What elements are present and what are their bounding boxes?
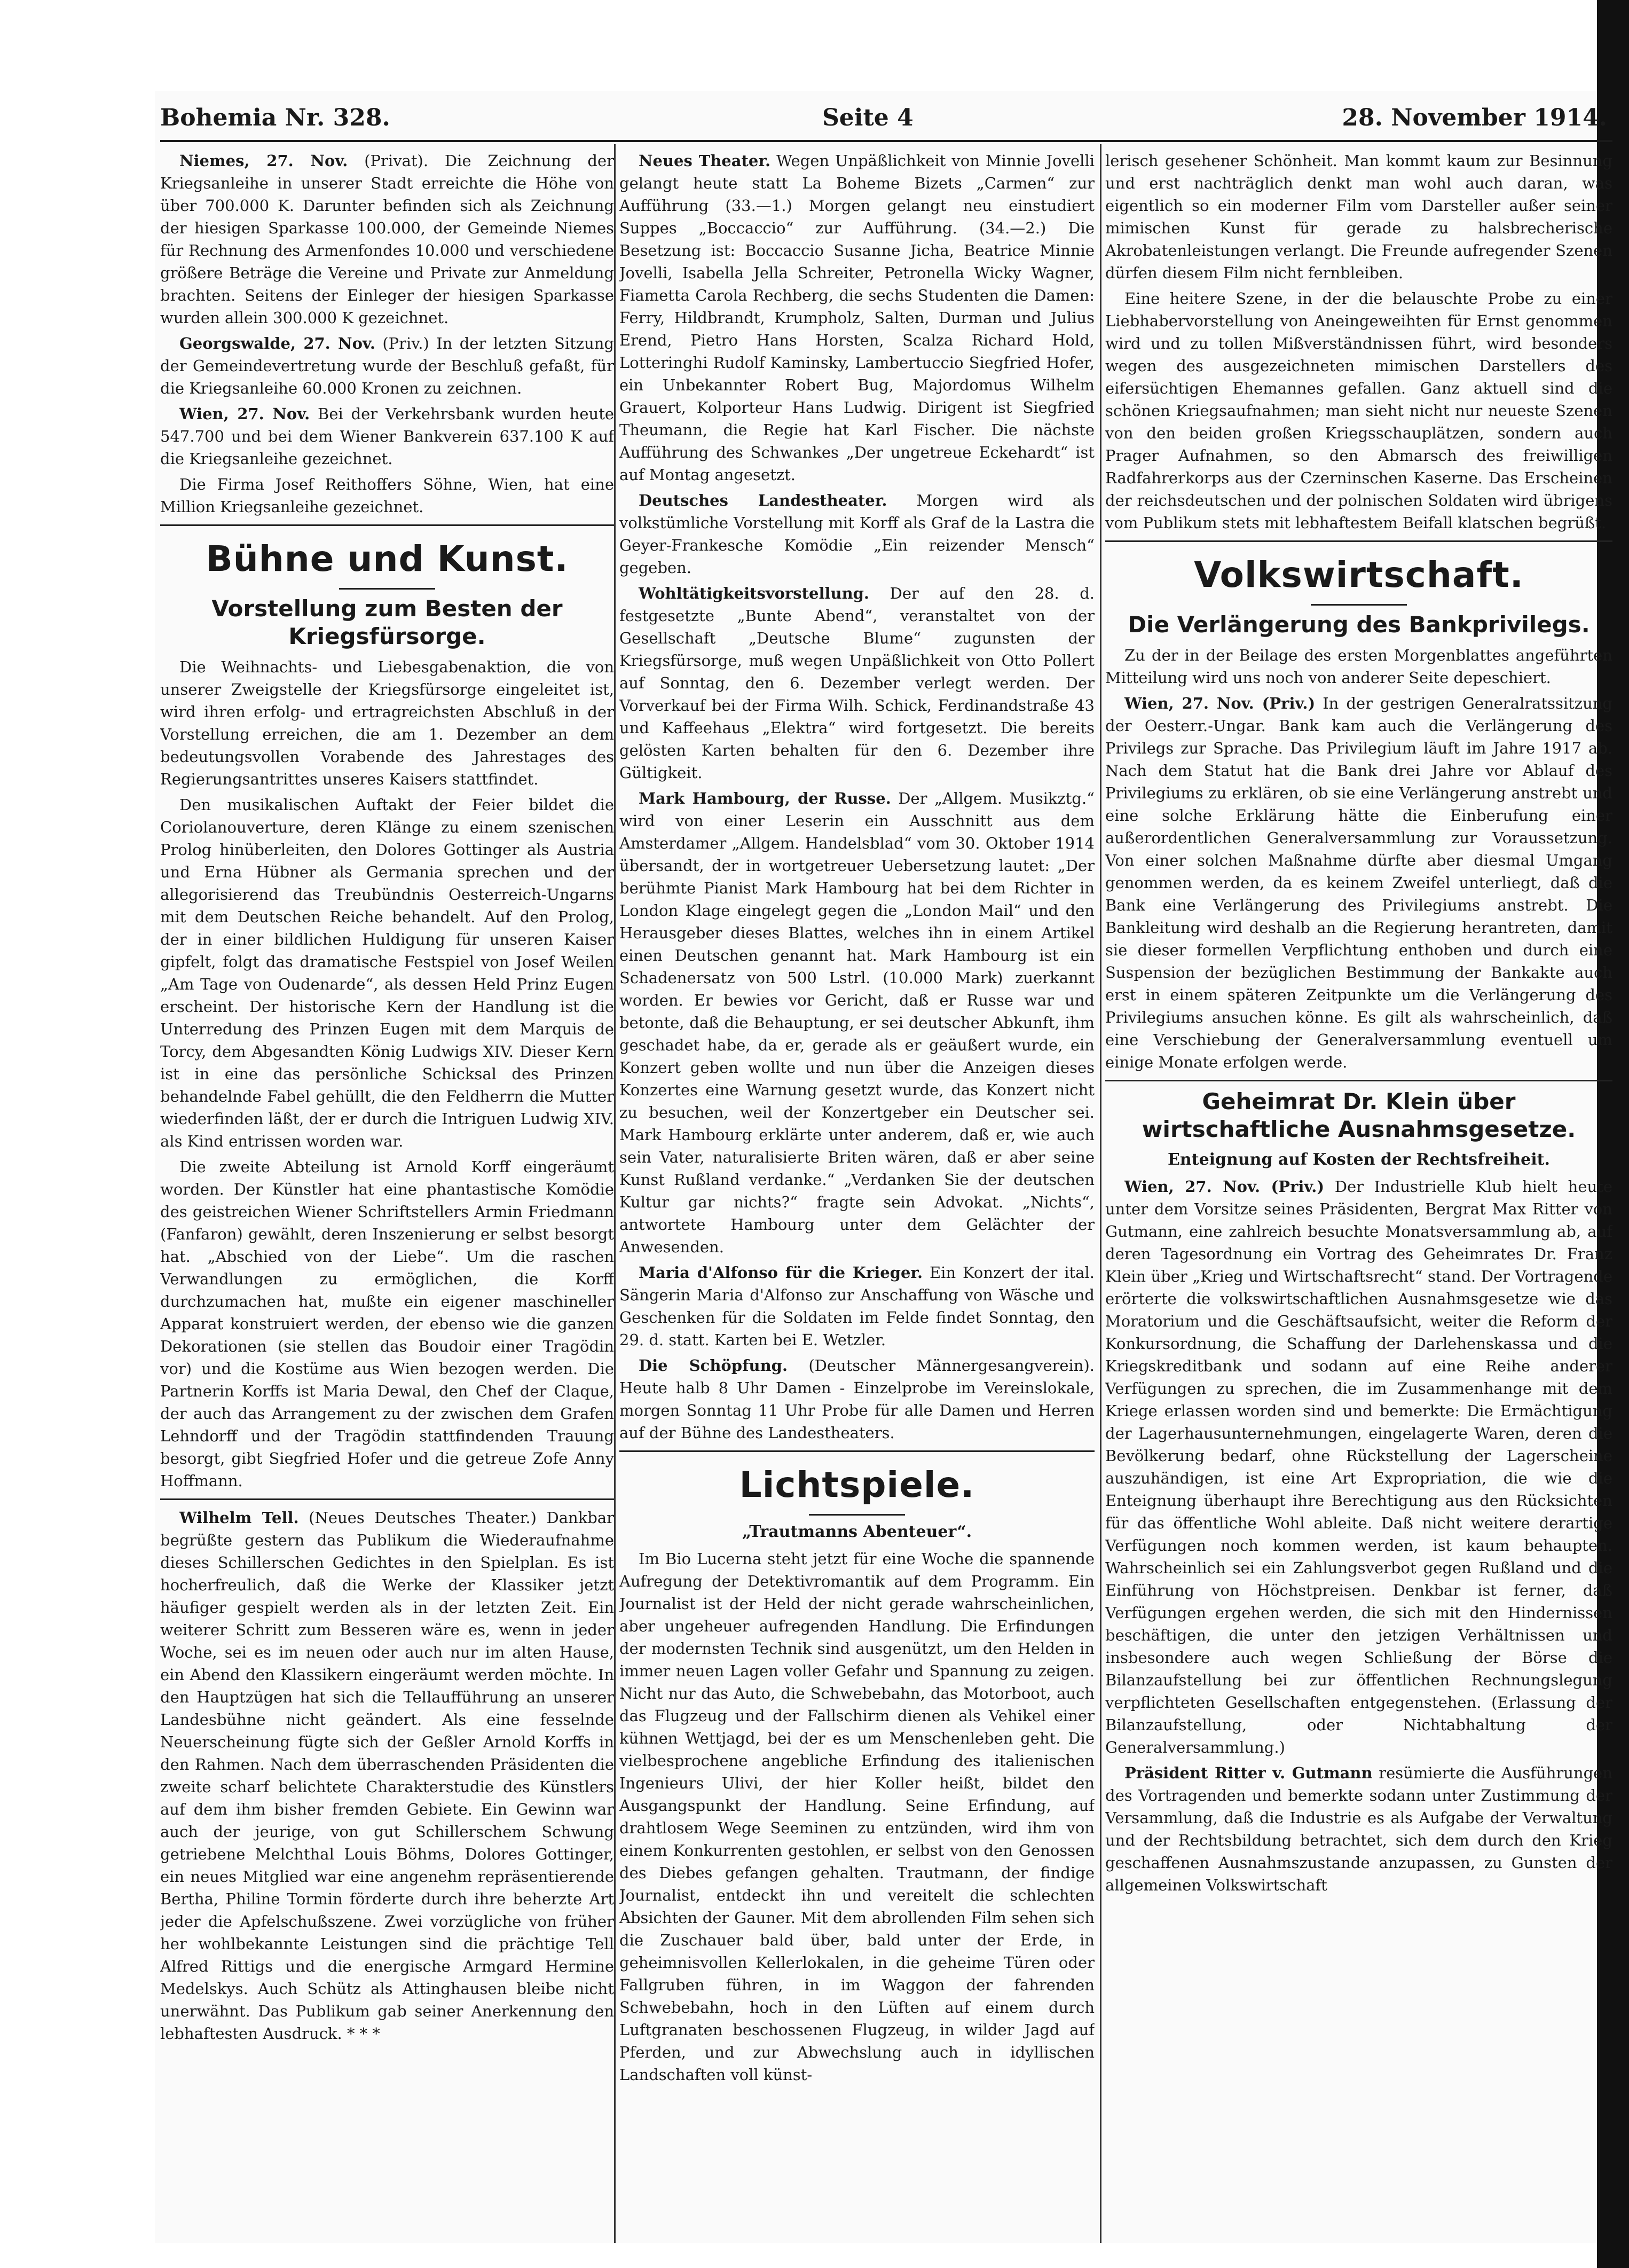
paragraph: lerisch gesehener Schönheit. Man kommt kaum zur Besinnung und erst nachträglich denkt man wohl auch daran, was eigentlich so ein moderner Film vom Darsteller außer seiner mimischen Kunst für gerade zu halsbrecherische Akrobatenleistungen verlangt. Die Freunde aufregender Szenen dürfen diesem Film nicht fernbleiben. [1105, 152, 1612, 282]
subheading-enteignung: Enteignung auf Kosten der Rechtsfreiheit. [1168, 1150, 1550, 1169]
paragraph: Zu der in der Beilage des ersten Morgenblattes angeführten Mitteilung wird uns noch von anderer Seite depeschiert. [1105, 646, 1612, 687]
title-rule [809, 1514, 905, 1516]
dateline: Georgswalde, 27. Nov. [179, 334, 375, 352]
section-title-lichtspiele: Lichtspiele. [739, 1464, 975, 1505]
headline-inline: Wilhelm Tell. [179, 1509, 299, 1527]
article-wilhelm-tell: Wilhelm Tell. (Neues Deutsches Theater.) Dankbar begrüßte gestern das Publikum die Wiederaufnahme dieses Schillerschen Gedichtes in den Spielplan. Es ist hocherfreulich, daß die Werke der Klassiker jetzt häufiger gespielt werden als in der letzten Zeit. Ein weiterer Schritt zum Besseren wäre es, wenn in jeder Woche, sei es im neuen oder auch nur im alten Hause, ein Abend den Klassikern eingeräumt werden möchte. In den Hauptzügen hat sich die Tellaufführung an unserer Landesbühne nicht geändert. Als eine fesselnde Neuerscheinung fügte sich der Geßler Arnold Korffs in den Rahmen. Nach dem überraschenden Präsidenten die zweite scharf belichtete Charakterstudie des Künstlers auf dem ihm bisher fremden Gebiete. Ein Gewinn war auch der jeurige, von gut Schillerschem Schwung getriebene Melchthal Louis Böhms, Dolores Gottinger, ein neues Mitglied war eine angenehm repräsentierende Bertha, Philine Tormin förderte durch ihre beherzte Art jeder die Apfelschußszene. Zwei vorzügliche von früher her wohlbekannte Leistungen sind die prächtige Tell Alfred Rittigs und die energische Armgard Hermine Medelskys. Auch Schütz als Attinghausen bleibe nicht unerwähnt. Das Publikum gab seiner Anerkennung den lebhaftesten Ausdruck. * * * [160, 1509, 614, 2043]
paragraph: Im Bio Lucerna steht jetzt für eine Woche die spannende Aufregung der Detektivromantik auf dem Programm. Ein Journalist ist der Held der nicht gerade wahrscheinlichen, aber ungeheuer aufregenden Handlung. Die Erfindungen der modernsten Technik sind ausgenützt, um den Helden in immer neuen Lagen voller Gefahr und Spannung zu zeigen. Nicht nur das Auto, die Schwebebahn, das Motorboot, auch das Flugzeug und der Fallschirm dienen als Vehikel einer kühnen Wettjagd, bei der es um Menschenleben geht. Die vielbesprochene angebliche Erfindung des italienischen Ingenieurs Ulivi, der hier Koller heißt, bildet den Ausgangspunkt der Handlung. Seine Erfindung, auf drahtlosem Wege Seeminen zu entzünden, wird ihm von einem Konkurrenten gestohlen, er selbst von den Genossen des Diebes gefangen gehalten. Trautmann, der findige Journalist, entdeckt ihn und vereitelt die schlechten Absichten der Gauner. Mit dem abrollenden Film sehen sich die Zuschauer bald über, bald unter der Erde, in geheimnisvollen Kellerlokalen, in die geheime Türen oder Fallgruben führen, in im Waggon der fahrenden Schwebebahn, hoch in den Lüften auf einem durch Luftgranaten beschossenen Flugzeug, in wilder Jagd auf Pferden, und zur Abwechslung auch in idyllischen Landschaften voll künst- [619, 1550, 1095, 2084]
column-divider-2 [1100, 144, 1101, 2243]
dateline: Wien, 27. Nov. (Priv.) [1124, 694, 1316, 712]
section-title-volkswirtschaft: Volkswirtschaft. [1194, 554, 1524, 595]
column-1 [160, 150, 614, 2232]
subheading-trautmann: „Trautmanns Abenteuer“. [742, 1523, 972, 1541]
section-title-buehne-und-kunst: Bühne und Kunst. [206, 538, 569, 579]
article-georgswalde: Georgswalde, 27. Nov. (Priv.) In der letzten Sitzung der Gemeindevertretung wurde der Beschluß gefaßt, für die Kriegsanleihe 60.000 Kronen zu zeichnen. [160, 334, 614, 397]
article-dalfonso: Maria d'Alfonso für die Krieger. Ein Konzert der ital. Sängerin Maria d'Alfonso zur Anschaffung von Wäsche und Geschenken für die Soldaten im Felde findet Sonntag, den 29. d. statt. Karten bei E. Wetzler. [619, 1264, 1095, 1349]
section-rule [619, 1450, 1095, 1452]
column-2 [619, 150, 1095, 2232]
dateline: Wien, 27. Nov. (Priv.) [1124, 1178, 1325, 1196]
page-header [160, 104, 1612, 136]
headline-inline: Die Schöpfung. [639, 1356, 788, 1375]
paragraph: Den musikalischen Auftakt der Feier bildet die Coriolanouverture, deren Klänge zu einem szenischen Prolog hinüberleiten, den Dolores Gottinger als Austria und Erna Hübner als Germania sprechen und der allegorisierend das Treubündnis Oesterreich-Ungarns mit dem Deutschen Reiche behandelt. Auf den Prolog, der in einer bildlichen Huldigung für unseren Kaiser gipfelt, folgt das dramatische Festspiel von Josef Weilen „Am Tage von Oudenarde“, als dessen Held Prinz Eugen erscheint. Der historische Kern der Handlung ist die Unterredung des Prinzen Eugen mit dem Marquis de Torcy, dem Abgesandten König Ludwigs XIV. Dieser Kern ist in eine das persönliche Schicksal des Prinzen behandelnde Fabel gehüllt, die den Feldherrn die Mutter wiederfinden läßt, der er durch die Intriguen Ludwig XIV. als Kind entrissen worden war. [160, 796, 614, 1150]
section-rule [160, 524, 614, 526]
article-landestheater: Deutsches Landestheater. Morgen wird als volkstümliche Vorstellung mit Korff als Graf de la Lastra die Geyer-Frankesche Komödie „Ein reizender Mensch“ gegeben. [619, 491, 1095, 577]
headline-inline: Wohltätigkeitsvorstellung. [639, 584, 870, 602]
scan-top-margin [0, 0, 1629, 37]
column-3 [1105, 150, 1612, 2232]
article-wohltaetigkeit: Wohltätigkeitsvorstellung. Der auf den 28. d. festgesetzte „Bunte Abend“, veranstaltet von der Gesellschaft „Deutsche Blume“ zugunsten der Kriegsfürsorge, muß wegen Unpäßlichkeit von Otto Pollert auf Sonntag, den 6. Dezember verlegt werden. Der Vorverkauf bei der Firma Wilh. Schick, Ferdinandstraße 43 und Kaffeehaus „Elektra“ wird fortgesetzt. Die bereits gelösten Karten behalten für den 6. Dezember ihre Gültigkeit. [619, 584, 1095, 782]
article-niemes: Niemes, 27. Nov. (Privat). Die Zeichnung der Kriegsanleihe in unserer Stadt erreichte die Höhe von über 700.000 K. Darunter befinden sich als Zeichnung der hiesigen Sparkasse 100.000, der Gemeinde Niemes für Rechnung des Armenfondes 10.000 und verschiedene größere Beträge die Vereine und Private zur Anmeldung brachten. Seitens der Einleger der hiesigen Sparkasse wurden allein 300.000 K gezeichnet. [160, 152, 614, 327]
article-neues-theater: Neues Theater. Wegen Unpäßlichkeit von Minnie Jovelli gelangt heute statt La Boheme Bizets „Carmen“ zur Aufführung (33.—1.) Morgen gelangt neu einstudiert Suppes „Boccaccio“ zur Aufführung. (34.—2.) Die Besetzung ist: Boccaccio Susanne Jicha, Beatrice Minnie Jovelli, Isabella Jella Schreiter, Petronella Wicky Wagner, Fiametta Carola Rechberg, die sechs Studenten die Damen: Ferry, Hildbrandt, Krumpholz, Salten, Durman und Julius Erend, Pietro Hans Horsten, Scalza Richard Hold, Lotteringhi Rudolf Kaminsky, Lambertuccio Siegfried Hofer, ein Unbekannter Robert Bug, Majordomus Wilhelm Grauert, Kolporteur Hans Ludwig. Dirigent ist Siegfried Theumann, die Regie hat Karl Fischer. Die nächste Aufführung des Schwankes „Der ungetreue Eckehardt“ ist auf Montag angesetzt. [619, 152, 1095, 484]
headline-inline: Deutsches Landestheater. [639, 491, 887, 509]
headline-inline: Neues Theater. [639, 152, 771, 170]
article-wien-bank: Wien, 27. Nov. Bei der Verkehrsbank wurden heute 547.700 und bei dem Wiener Bankverein 637.100 K auf die Kriegsanleihe gezeichnet. [160, 405, 614, 468]
subheading-bankprivileg: Die Verlängerung des Bankprivilegs. [1128, 611, 1590, 638]
section-rule [1105, 540, 1612, 542]
headline-inline: Präsident Ritter v. Gutmann [1124, 1764, 1373, 1782]
header-page-number: Seite 4 [822, 104, 914, 131]
paragraph: Eine heitere Szene, in der die belauschte Probe zu einer Liebhabervorstellung von Aneingeweihten für Ernst genommen wird und zu tollen Mißverständnissen führt, wird besonders wegen des ausgezeichneten mimischen Darstellers des eifersüchtigen Ehemannes gefallen. Ganz aktuell sind die schönen Kriegsaufnahmen; man sieht nicht nur neueste Szenen von den beiden großen Kriegsschauplätzen, sondern auch Prager Aufnahmen, so den Abmarsch des freiwilligen Radfahrerkorps aus der Czerninschen Kaserne. Das Erscheinen der reichsdeutschen und der polnischen Soldaten wird übrigens vom Publikum stets mit lebhaftestem Beifall klatschen begrüßt. [1105, 289, 1612, 532]
article-rule [1105, 1080, 1612, 1081]
article-industrieller-klub: Wien, 27. Nov. (Priv.) Der Industrielle Klub hielt heute unter dem Vorsitze seines Präsidenten, Bergrat Max Ritter von Gutmann, eine zahlreich besuchte Monatsversammlung ab, auf deren Tagesordnung ein Vortrag des Geheimrates Dr. Franz Klein über „Krieg und Wirtschaftsrecht“ stand. Der Vortragende erörterte die volkswirtschaftlichen Ausnahmsgesetze wie das Moratorium und die Geschäftsaufsicht, weiter die Reform der Konkursordnung, die Schaffung der Darlehenskassa und die Kriegskreditbank und sodann auf eine Reihe anderer Verfügungen zu sprechen, die im Zusammenhange mit dem Kriege erlassen worden sind und bemerkte: Die Ermächtigung der Lagerhausunternehmungen, eingelagerte Waren, deren die Bevölkerung bedarf, ohne Rückstellung der Lagerscheine auszuhändigen, ist eine Art Expropriation, die wie die Enteignung überhaupt ihre Berechtigung aus den Rücksichten für das öffentliche Wohl ableite. Daß nicht weitere derartige Verfügungen noch kommen werden, ist kaum behaupten. Wahrscheinlich sei ein Zahlungsverbot gegen Rußland und die Einführung von Höchstpreisen. Denkbar ist ferner, daß Verfügungen ergehen werden, die sich mit den Hindernissen beschäftigen, die unter den jetzigen Verhältnissen und insbesondere auch wegen Schließung der Börse die Bilanzaufstellung bei zur öffentlichen Rechnungslegung verpflichteten Gesellschaften entgegenstehen. (Erlassung der Bilanzaufstellung, oder Nichtabhaltung der Generalversammlung.) [1105, 1178, 1612, 1756]
article-gutmann: Präsident Ritter v. Gutmann resümierte die Ausführungen des Vortragenden und bemerkte sodann unter Zustimmung der Versammlung, daß die Industrie es als Aufgabe der Verwaltung und der Rechtsbildung betrachtet, sich dem durch den Krieg geschaffenen Ausnahmszustande anzupassen, zu Gunsten der allgemeinen Volkswirtschaft [1105, 1764, 1612, 1894]
article-reithoffer: Die Firma Josef Reithoffers Söhne, Wien, hat eine Million Kriegsanleihe gezeichnet. [160, 475, 614, 516]
subheading-kriegsfuersorge: Vorstellung zum Besten der Kriegsfürsorge. [211, 595, 563, 649]
header-paper-number: Bohemia Nr. 328. [160, 104, 390, 131]
title-rule [339, 588, 435, 590]
headline-inline: Mark Hambourg, der Russe. [639, 789, 891, 807]
title-rule [1311, 604, 1407, 606]
article-hambourg: Mark Hambourg, der Russe. Der „Allgem. Musikztg.“ wird von einer Leserin ein Ausschnitt aus dem Amsterdamer „Allgem. Handelsblad“ vom 30. Oktober 1914 übersandt, der in wortgetreuer Uebersetzung lautet: „Der berühmte Pianist Mark Hambourg hat bei dem Richter in London Klage eingelegt gegen die „London Mail“ und den Herausgeber dieses Blattes, welches ihn in einem Artikel einen Deutschen genannt hat. Mark Hambourg ist ein Schadenersatz von 500 Lstrl. (10.000 Mark) zuerkannt worden. Er bewies vor Gericht, daß er Russe war und betonte, daß die Behauptung, er sei deutscher Abkunft, ihm geschadet habe, da er, gerade als er geäußert wurde, ein Konzert geben wollte und nun über die Anzeigen dieses Konzertes eine Warnung gesetzt wurde, das Konzert nicht zu besuchen, weil der Konzertgeber ein Deutscher sei. Mark Hambourg erklärte unter anderem, daß er, wie auch sein Vater, naturalisierte Briten wären, daß er aber seine Kunst Rußland verdanke.“ „Verdanken Sie der deutschen Kultur gar nichts?“ fragte sein Advokat. „Nichts“, antwortete Hambourg unter dem Gelächter der Anwesenden. [619, 789, 1095, 1256]
header-rule [160, 140, 1612, 142]
article-wien-bank-privileg: Wien, 27. Nov. (Priv.) In der gestrigen Generalratssitzung der Oesterr.-Ungar. Bank kam auch die Verlängerung des Privilegs zur Sprache. Das Privilegium läuft im Jahre 1917 ab. Nach dem Statut hat die Bank drei Jahre vor Ablauf des Privilegiums zu erklären, ob sie eine Verlängerung anstrebt und eine solche Erklärung hätte die Einberufung einer außerordentlichen Generalversammlung zur Voraussetzung. Von einer solchen Maßnahme dürfte aber diesmal Umgang genommen werden, da es keinem Zweifel unterliegt, daß die Bank eine Verlängerung des Privilegiums anstrebt. Die Bankleitung wird deshalb an die Regierung herantreten, damit sie dieser formellen Verpflichtung enthoben und durch eine Suspension der bezüglichen Bestimmung der Bankakte auch erst in einem späteren Zeitpunkte um die Verlängerung des Privilegiums ansuchen könne. Es gilt als wahrscheinlich, daß eine Verschiebung der Generalversammlung eventuell um einige Monate erfolgen werde. [1105, 694, 1612, 1071]
headline-inline: Maria d'Alfonso für die Krieger. [639, 1264, 923, 1282]
header-date: 28. November 1914. [1342, 104, 1607, 131]
dateline: Niemes, 27. Nov. [179, 152, 348, 170]
article-schoepfung: Die Schöpfung. (Deutscher Männergesangverein). Heute halb 8 Uhr Damen - Einzelprobe im Vereinslokale, morgen Sonntag 11 Uhr Probe für alle Damen und Herren auf der Bühne des Landestheaters. [619, 1356, 1095, 1442]
subheading-dr-klein: Geheimrat Dr. Klein über wirtschaftliche Ausnahmsgesetze. [1142, 1088, 1576, 1142]
asterism: * * * [347, 2024, 380, 2043]
paragraph: Die Weihnachts- und Liebesgabenaktion, die von unserer Zweigstelle der Kriegsfürsorge eingeleitet ist, wird ihren erfolg- und ertragreichsten Abschluß in der Vorstellung erreichen, die am 1. Dezember an dem bedeutungsvollen Vorabende des Jahrestages des Regierungsantrittes unseres Kaisers stattfindet. [160, 658, 614, 788]
dateline: Wien, 27. Nov. [179, 405, 310, 423]
column-divider-1 [614, 144, 616, 2243]
article-rule [160, 1498, 614, 1500]
paragraph: Die zweite Abteilung ist Arnold Korff eingeräumt worden. Der Künstler hat eine phantastische Komödie des geistreichen Wiener Schriftstellers Armin Friedmann (Fanfaron) gewählt, deren Inszenierung er selbst besorgt hat. „Abschied von der Liebe“. Um die raschen Verwandlungen zu ermöglichen, die Korff durchzumachen hat, mußte ein eigener maschineller Apparat konstruiert werden, der ebenso wie die ganzen Dekorationen (sie stellen das Boudoir einer Tragödin vor) und die Kostüme aus Wien bezogen werden. Die Partnerin Korffs ist Maria Dewal, den Chef der Claque, der auch das Arrangement zu der zwischen dem Grafen Lehndorff und der Tragödin stattfindenden Trauung besorgt, gibt Siegfried Hofer und die getreue Zofe Anny Hoffmann. [160, 1158, 614, 1490]
